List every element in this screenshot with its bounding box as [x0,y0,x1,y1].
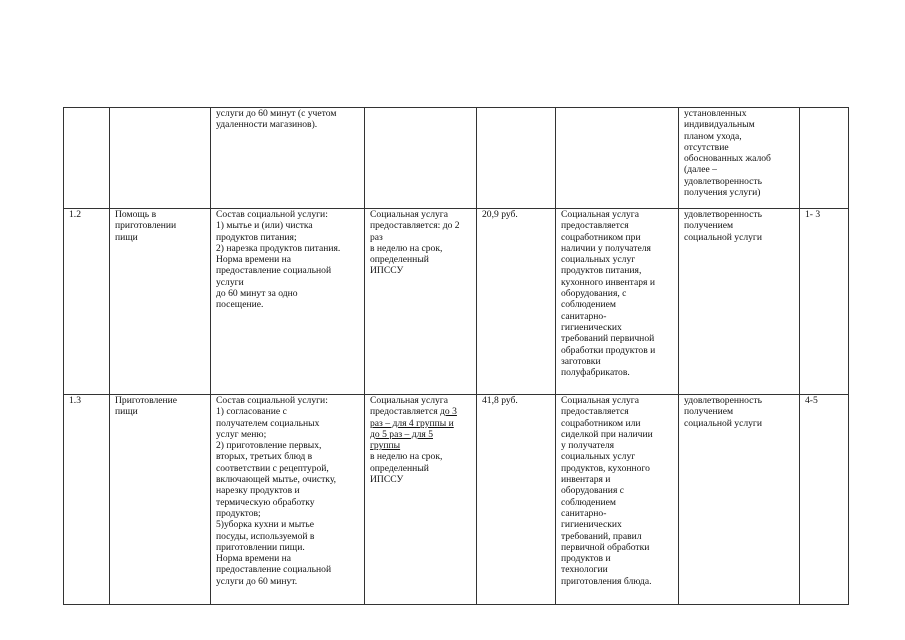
cell-price: 20,9 руб. [477,209,556,395]
table-row [64,108,849,209]
table-row [64,209,849,395]
cell-quality-indicators: установленных индивидуальным планом ухода, отсутствие обоснованных жалоб (далее – удовлетворенность получения услуги) [679,108,800,209]
cell-score [800,108,849,209]
services-table [63,107,849,605]
table-row [64,395,849,605]
cell-number: 1.2 [64,209,110,395]
cell-quality-indicators: удовлетворенность получением социальной услуги [679,395,800,605]
cell-quality-indicators: удовлетворенность получением социальной услуги [679,209,800,395]
cell-number: 1.3 [64,395,110,605]
cell-frequency: Социальная услуга предоставляется: до 2 раз в неделю на срок, определенный ИПССУ [365,209,477,395]
frequency-text: Социальная услуга предоставляется [370,395,449,418]
cell-service-composition: Состав социальной услуги: 1) согласование с получателем социальных услуг меню; 2) приготовление первых, вторых, третьих блюд в соответствии с рецептурой, включающей мытье, очистку, нарезку продуктов и термическую обработку продуктов; 5)уборка кухни и мытье посуды, используемой в приготовлении пищи. Норма времени на предоставление социальной услуги до 60 минут. [211,395,365,605]
cell-price: 41,8 руб. [477,395,556,605]
cell-service-composition: Состав социальной услуги: 1) мытье и (или) чистка продуктов питания; 2) нарезка продуктов питания. Норма времени на предоставление социальной услуги до 60 минут за одно посещение. [211,209,365,395]
cell-number [64,108,110,209]
cell-service-name: Помощь в приготовлении пищи [110,209,211,395]
cell-frequency [365,108,477,209]
frequency-underlined-text: до 3 раз – для 4 группы и до 5 раз – для 5 группы [370,406,457,452]
cell-service-name [110,108,211,209]
cell-frequency [365,395,477,605]
frequency-tail-text: в неделю на срок, определенный ИПССУ [370,451,443,486]
cell-conditions: Социальная услуга предоставляется соцработником или сиделкой при наличии у получателя социальных услуг продуктов, кухонного инвентаря и оборудования с соблюдением санитарно- гигиенических требований, правил первичной обработки продуктов и технологии приготовления блюда. [556,395,679,605]
cell-score: 4-5 [800,395,849,605]
cell-score: 1- 3 [800,209,849,395]
cell-service-composition: услуги до 60 минут (с учетом удаленности магазинов). [211,108,365,209]
cell-conditions [556,108,679,209]
cell-service-name: Приготовление пищи [110,395,211,605]
cell-conditions: Социальная услуга предоставляется соцработником при наличии у получателя социальных услуг продуктов питания, кухонного инвентаря и оборудования, с соблюдением санитарно- гигиенических требований первичной обработки продуктов и заготовки полуфабрикатов. [556,209,679,395]
cell-price [477,108,556,209]
